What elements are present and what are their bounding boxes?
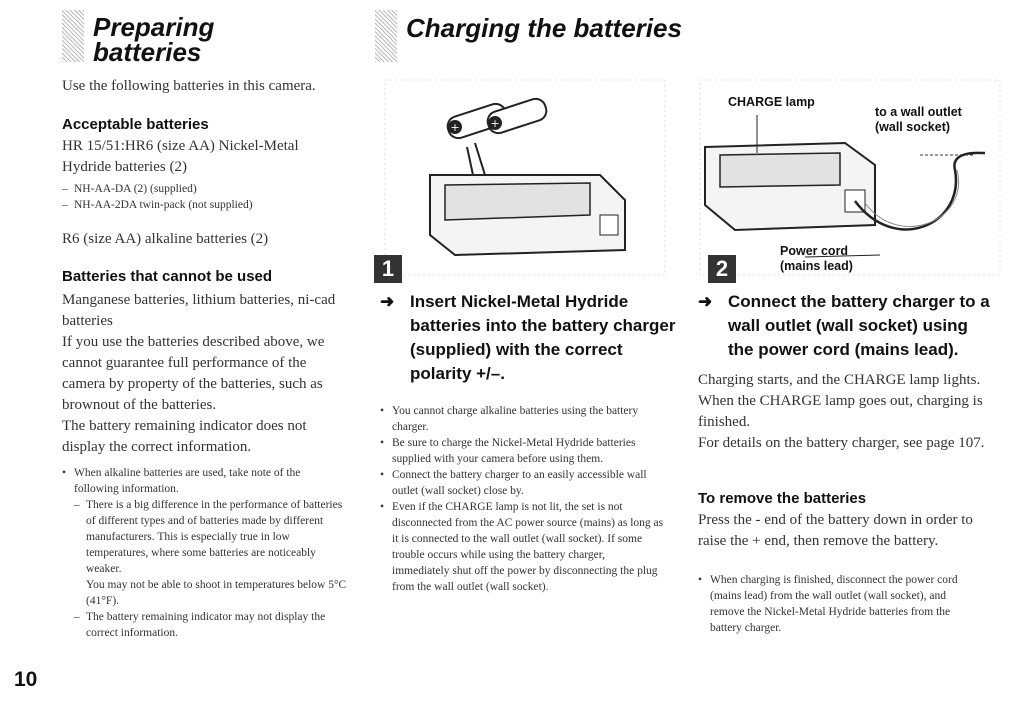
left-intro: Use the following batteries in this camera. — [62, 78, 316, 94]
acceptable-heading: Acceptable batteries — [62, 116, 209, 133]
list-item: • Connect the battery charger to an easily accessible wall outlet (wall socket) close by. — [380, 467, 665, 499]
note-sub: – There is a big difference in the performance of batteries of different types and of batteries made by different manufacturers. This is especially true in low temperatures, where some batteries are noticeably weaker. You may not be able to shoot in temperatures below 5°C (41°F). — [74, 497, 347, 609]
arrow-icon: ➜ — [380, 292, 395, 311]
left-title: Preparing batteries — [93, 12, 215, 67]
wall-outlet-label: to a wall outlet (wall socket) — [875, 105, 962, 134]
title-bar-right — [375, 10, 397, 62]
remove-text: Press the - end of the battery down in order to raise the + end, then remove the battery. — [698, 512, 973, 549]
step1-heading: ➜ Insert Nickel-Metal Hydride batteries into the battery charger (supplied) with the correct polarity +/–. — [380, 292, 676, 383]
step2-heading: ➜ Connect the battery charger to a wall outlet (wall socket) using the power cord (mains lead). — [698, 292, 990, 359]
step1-notes — [380, 403, 665, 595]
section-title: Charging the batteries — [406, 13, 682, 43]
alkaline-text: R6 (size AA) alkaline batteries (2) — [62, 231, 269, 247]
svg-text:+: + — [450, 121, 460, 134]
remove-heading: To remove the batteries — [698, 490, 867, 507]
remove-notes — [698, 572, 978, 636]
acceptable-text: HR 15/51:HR6 (size AA) Nickel-Metal Hydride batteries (2) — [62, 138, 299, 175]
battery-charger — [430, 175, 625, 255]
step1-number: 1 — [374, 255, 402, 283]
left-notes — [62, 465, 347, 641]
charge-lamp-label: CHARGE lamp — [728, 95, 815, 109]
svg-text:+: + — [490, 117, 500, 130]
acceptable-item: – NH-AA-2DA twin-pack (not supplied) — [62, 197, 352, 213]
arrow-icon: ➜ — [698, 292, 713, 311]
list-item: • Even if the CHARGE lamp is not lit, the set is not disconnected from the AC power source (mains) as long as it is connected to the wall outlet (wall socket). If some trouble occurs while using the battery charger, immediately shut off the power by disconnecting the plug from the wall outlet (wall socket). — [380, 499, 665, 595]
battery-charger — [705, 143, 875, 230]
step1-illustration — [375, 75, 675, 280]
cannot-heading: Batteries that cannot be used — [62, 268, 273, 285]
battery — [485, 96, 549, 135]
power-cord-label: Power cord (mains lead) — [780, 244, 853, 273]
acceptable-list — [62, 181, 352, 213]
note-bullet: • When alkaline batteries are used, take note of the following information. — [62, 465, 347, 497]
page-number: 10 — [14, 668, 38, 691]
acceptable-item: – NH-AA-DA (2) (supplied) — [62, 181, 352, 197]
note-sub: – The battery remaining indicator may not display the correct information. — [74, 609, 347, 641]
list-item: • You cannot charge alkaline batteries using the battery charger. — [380, 403, 665, 435]
list-item: • Be sure to charge the Nickel-Metal Hydride batteries supplied with your camera before using them. — [380, 435, 665, 467]
step2-number: 2 — [708, 255, 736, 283]
list-item: • When charging is finished, disconnect the power cord (mains lead) from the wall outlet (wall socket), and remove the Nickel-Metal Hydride batteries from the battery charger. — [698, 572, 978, 636]
step2-body: Charging starts, and the CHARGE lamp lights. When the CHARGE lamp goes out, charging is finished. For details on the battery charger, see page 107. — [698, 372, 985, 451]
title-bar-left — [62, 10, 84, 62]
cannot-text: Manganese batteries, lithium batteries, ni-cad batteries If you use the batteries described above, we cannot guarantee full performance of the camera by property of the batteries, such as brownout of the batteries. The battery remaining indicator does not display the correct information. — [62, 292, 336, 455]
